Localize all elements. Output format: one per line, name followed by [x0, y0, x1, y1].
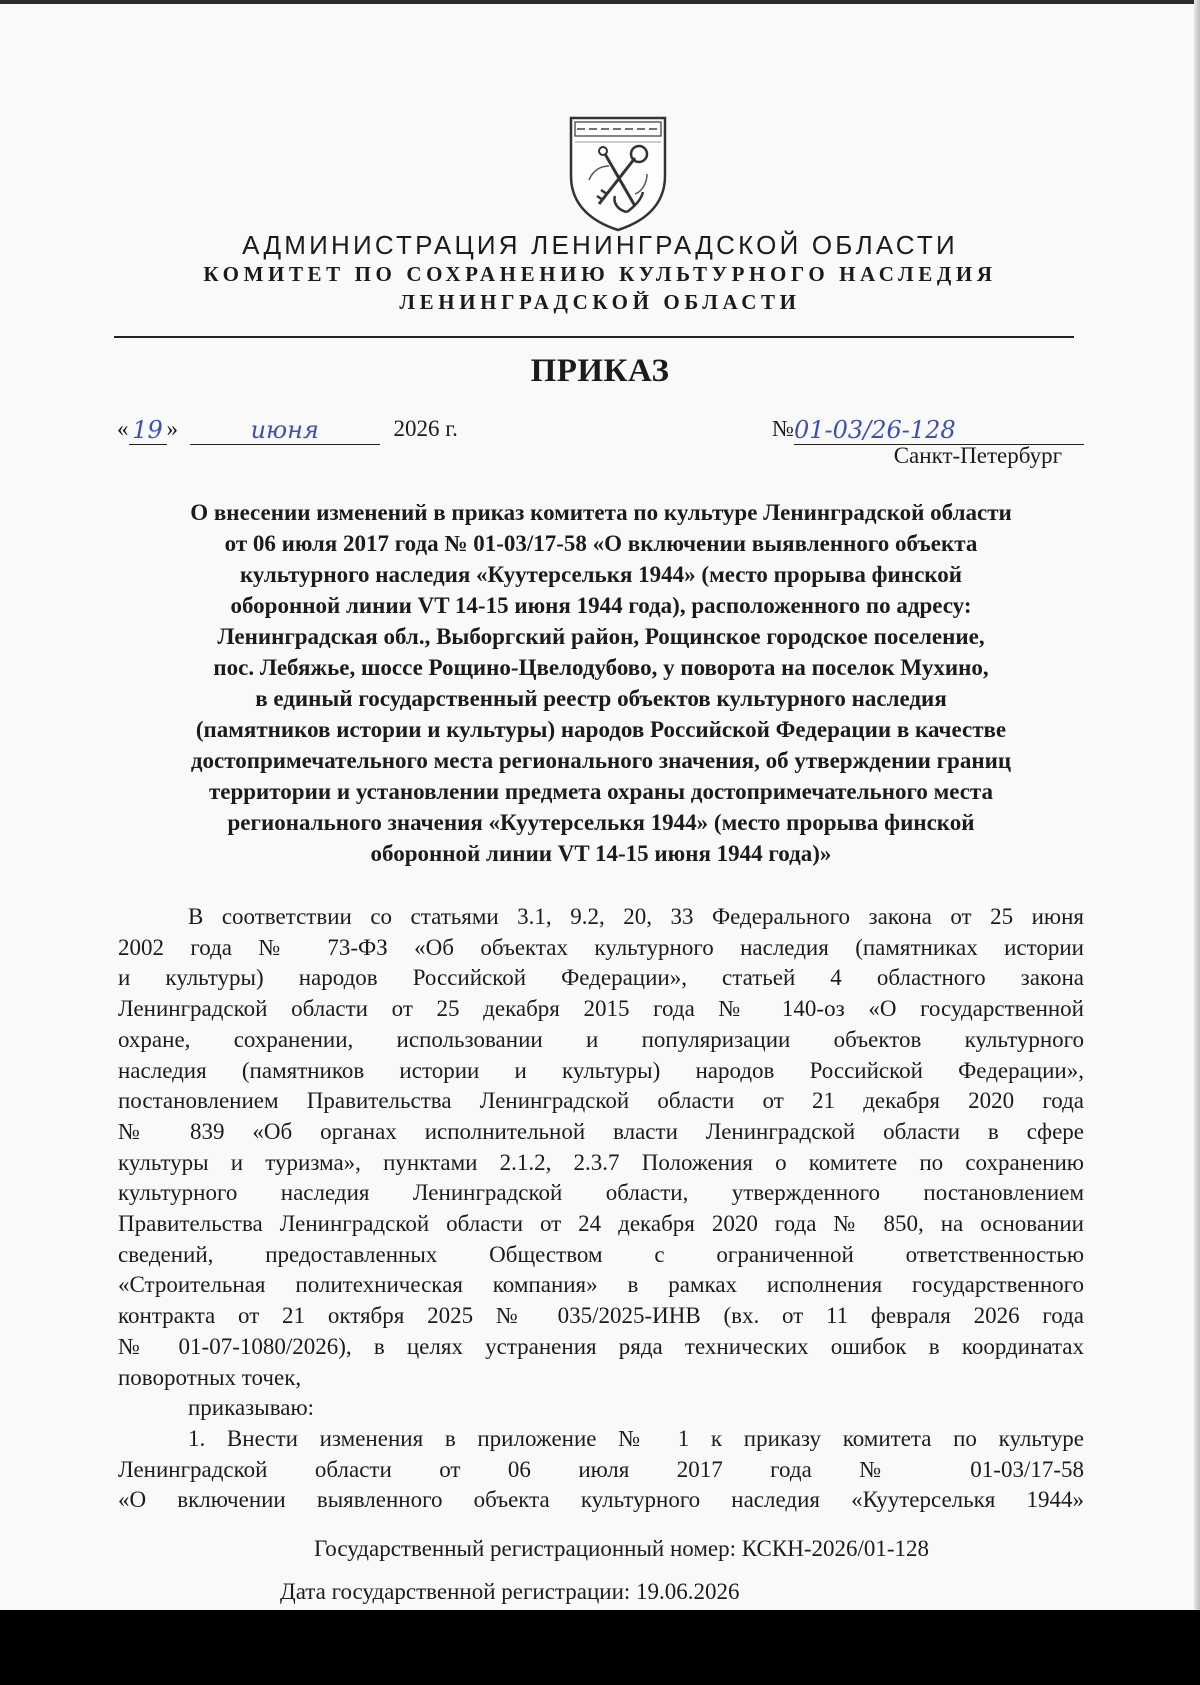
date-close-quote: »: [166, 416, 178, 441]
number-prefix: №: [772, 416, 794, 441]
body-line: № 839 «Об органах исполнительной власти Ленинградской области в сфере: [118, 1118, 1084, 1144]
header-committee: КОМИТЕТ ПО СОХРАНЕНИЮ КУЛЬТУРНОГО НАСЛЕДИЯ: [203, 262, 997, 286]
title-line: от 06 июля 2017 года № 01-03/17-58 «О включении выявленного объекта: [224, 531, 978, 556]
number-handwritten: 01-03/26-128: [793, 416, 956, 444]
coat-of-arms-emblem: [565, 114, 671, 232]
header-administration: АДМИНИСТРАЦИЯ ЛЕНИНГРАДСКОЙ ОБЛАСТИ: [242, 230, 958, 260]
order-number: [772, 414, 1084, 443]
item-line: «О включении выявленного объекта культурного наследия «Куутерселькя 1944»: [118, 1487, 1084, 1513]
item-line: Ленинградской области от 06 июля 2017 года № 01-03/17-58: [118, 1456, 1084, 1482]
body-line: постановлением Правительства Ленинградской области от 21 декабря 2020 года: [118, 1088, 1084, 1114]
body-line: и культуры) народов Российской Федерации», статьей 4 областного закона: [118, 965, 1084, 991]
document-type-title: ПРИКАЗ: [530, 353, 670, 389]
body-line: Ленинградской области от 25 декабря 2015 года № 140-оз «О государственной: [118, 996, 1084, 1022]
title-line: оборонной линии VT 14-15 июня 1944 года)»: [370, 841, 832, 866]
header-region: ЛЕНИНГРАДСКОЙ ОБЛАСТИ: [399, 290, 801, 314]
order-title: [118, 497, 1084, 869]
title-line: в единый государственный реестр объектов культурного наследия: [255, 686, 947, 711]
registration-date: Дата государственной регистрации: 19.06.2026: [280, 1579, 740, 1604]
date-day-handwritten: 19: [132, 416, 163, 444]
body-line: культурного наследия Ленинградской области, утвержденного постановлением: [118, 1180, 1084, 1206]
number-field: [794, 416, 1084, 445]
title-line: достопримечательного места регионального значения, об утверждении границ: [190, 748, 1012, 773]
body-line: контракта от 21 октября 2025 № 035/2025-ИНВ (вх. от 11 февраля 2026 года: [118, 1303, 1084, 1329]
title-line: пос. Лебяжье, шоссе Рощино-Цвелодубово, у поворота на поселок Мухино,: [213, 655, 989, 680]
date-day-field: [129, 416, 167, 445]
body-line: Правительства Ленинградской области от 24 декабря 2020 года № 850, на основании: [118, 1211, 1084, 1237]
title-line: (памятников истории и культуры) народов Российской Федерации в качестве: [195, 717, 1007, 742]
item-line: 1. Внести изменения в приложение № 1 к приказу комитета по культуре: [188, 1425, 1084, 1451]
title-line: оборонной линии VT 14-15 июня 1944 года), расположенного по адресу:: [230, 593, 972, 618]
date-open-quote: «: [117, 416, 129, 441]
body-line: сведений, предоставленных Обществом с ограниченной ответственностью: [118, 1241, 1084, 1267]
date-month-field: [190, 416, 380, 445]
date-year: 2026 г.: [393, 416, 458, 441]
body-line: «Строительная политехническая компания» в рамках исполнения государственного: [118, 1272, 1084, 1298]
header-divider: [114, 336, 1074, 338]
date-month-handwritten: июня: [250, 416, 319, 444]
order-directive: приказываю:: [188, 1395, 315, 1421]
scan-bottom-border: [0, 1610, 1200, 1685]
scan-edge-top: [0, 0, 1200, 4]
body-line: поворотных точек,: [118, 1364, 302, 1390]
title-line: регионального значения «Куутерселькя 1944» (место прорыва финской: [227, 810, 975, 835]
title-line: культурного наследия «Куутерселькя 1944» (место прорыва финской: [240, 562, 962, 587]
title-line: территории и установлении предмета охраны достопримечательного места: [208, 779, 994, 804]
title-line: О внесении изменений в приказ комитета по культуре Ленинградской области: [190, 500, 1012, 525]
body-line: наследия (памятников истории и культуры) народов Российской Федерации»,: [118, 1057, 1084, 1083]
body-line: № 01-07-1080/2026), в целях устранения ряда технических ошибок в координатах: [118, 1333, 1084, 1359]
title-line: Ленинградская обл., Выборгский район, Рощинское городское поселение,: [217, 624, 985, 649]
order-date: [117, 414, 458, 443]
body-line: В соответствии со статьями 3.1, 9.2, 20, 33 Федерального закона от 25 июня: [188, 904, 1084, 929]
body-line: 2002 года № 73-ФЗ «Об объектах культурного наследия (памятниках истории: [118, 934, 1084, 960]
body-line: охране, сохранении, использовании и популяризации объектов культурного: [118, 1026, 1084, 1052]
registration-number: Государственный регистрационный номер: КСКН-2026/01-128: [314, 1536, 930, 1561]
body-line: культуры и туризма», пунктами 2.1.2, 2.3.7 Положения о комитете по сохранению: [118, 1149, 1084, 1175]
city: Санкт-Петербург: [893, 443, 1062, 468]
order-body: [118, 902, 1084, 1516]
